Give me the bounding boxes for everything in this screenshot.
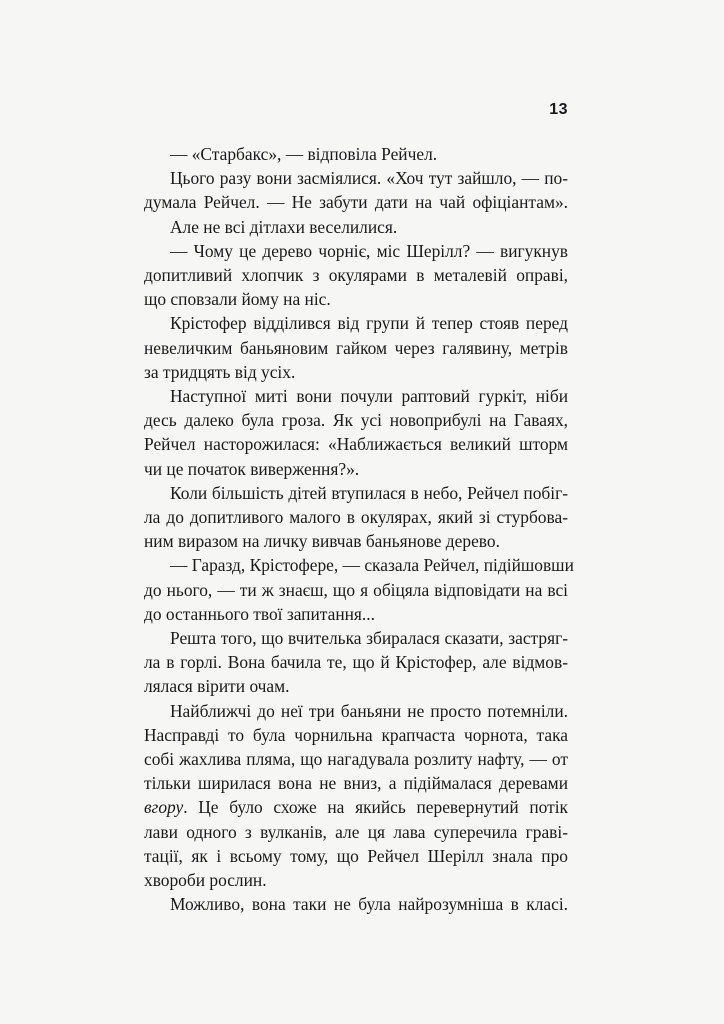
text-line-with-italic <box>118 795 568 819</box>
text-line: Але не всі дітлахи веселилися. <box>170 216 398 237</box>
italic-word: вгору <box>144 797 184 818</box>
text-line: Цього разу вони засміялися. «Хоч тут зайшло, — по- <box>170 168 568 189</box>
text-line: до останнього твої запитання... <box>144 603 375 624</box>
text-line: за тридцять від усіх. <box>144 361 296 382</box>
text-line: — Чому це дерево чорніє, міс Шерілл? — вигукнув <box>170 240 568 261</box>
paragraph <box>118 311 568 384</box>
paragraph <box>118 892 568 916</box>
text-line: Коли більшість дітей втупилася в небо, Рейчел побіг- <box>170 482 568 503</box>
paragraph <box>118 626 568 699</box>
text-line: Наступної миті вони почули раптовий гуркіт, ніби <box>170 386 568 407</box>
text-line: Рейчел насторожилася: «Наближається великий шторм <box>144 434 568 455</box>
text-line: — «Старбакс», — відповіла Рейчел. <box>170 144 438 164</box>
paragraph <box>118 384 568 481</box>
text-line: невеличким баньяновим гайком через галявину, метрів <box>144 337 568 358</box>
text-line: лави одного з вулканів, але ця лава суперечила граві- <box>144 821 568 842</box>
paragraph <box>118 166 568 214</box>
paragraph <box>118 699 568 893</box>
text-line: що сповзали йому на ніс. <box>144 289 331 310</box>
text-line: ла до допитливого малого в окулярах, який зі стурбова- <box>144 507 568 528</box>
text-line: Крістофер відділився від групи й тепер стояв перед <box>170 313 568 334</box>
text-line: тації, як і всьому тому, що Рейчел Шерілл знала про <box>144 845 568 866</box>
text-line: — Гаразд, Крістофере, — сказала Рейчел, підійшовши <box>170 555 574 576</box>
text-line: собі жахлива пляма, що нагадувала розлиту нафту, — от <box>144 749 568 770</box>
text-line: Насправді то була чорнильна крапчаста чорнота, така <box>144 724 568 745</box>
paragraph <box>118 553 574 626</box>
text-line: ним виразом на личку вивчав баньянове дерево. <box>144 531 500 552</box>
paragraph <box>118 481 568 554</box>
text-line: лялася вірити очам. <box>144 676 290 697</box>
paragraph <box>118 142 568 166</box>
text-line: Решта того, що вчителька збиралася сказати, застряг- <box>170 628 568 649</box>
text-line: думала Рейчел. — Не забути дати на чай офіціантам». <box>144 192 568 213</box>
text-line: Можливо, вона таки не була найрозумніша в класі. <box>170 894 568 915</box>
text-line: Найближчі до неї три баньяни не просто потемніли. <box>170 700 568 721</box>
text-line: хвороби рослин. <box>144 870 267 891</box>
text-line: ла в горлі. Вона бачила те, що й Крістофер, але відмов- <box>144 652 568 673</box>
text-line: допитливий хлопчик з окулярами в металевій оправі, <box>144 265 568 286</box>
text-fragment: . Це було схоже на якийсь перевернутий потік <box>183 797 568 818</box>
text-line: тільки ширилася вона не вниз, а підіймалася деревами <box>144 773 568 794</box>
text-line: десь далеко була гроза. Як усі новоприбулі на Гаваях, <box>144 410 568 431</box>
body-text <box>118 142 574 917</box>
text-line: чи це початок виверження?». <box>144 458 360 479</box>
paragraph <box>118 239 568 312</box>
page-number: 13 <box>549 101 568 118</box>
text-line: до нього, — ти ж знаєш, що я обіцяла відповідати на всі <box>144 579 568 600</box>
paragraph <box>118 215 568 239</box>
